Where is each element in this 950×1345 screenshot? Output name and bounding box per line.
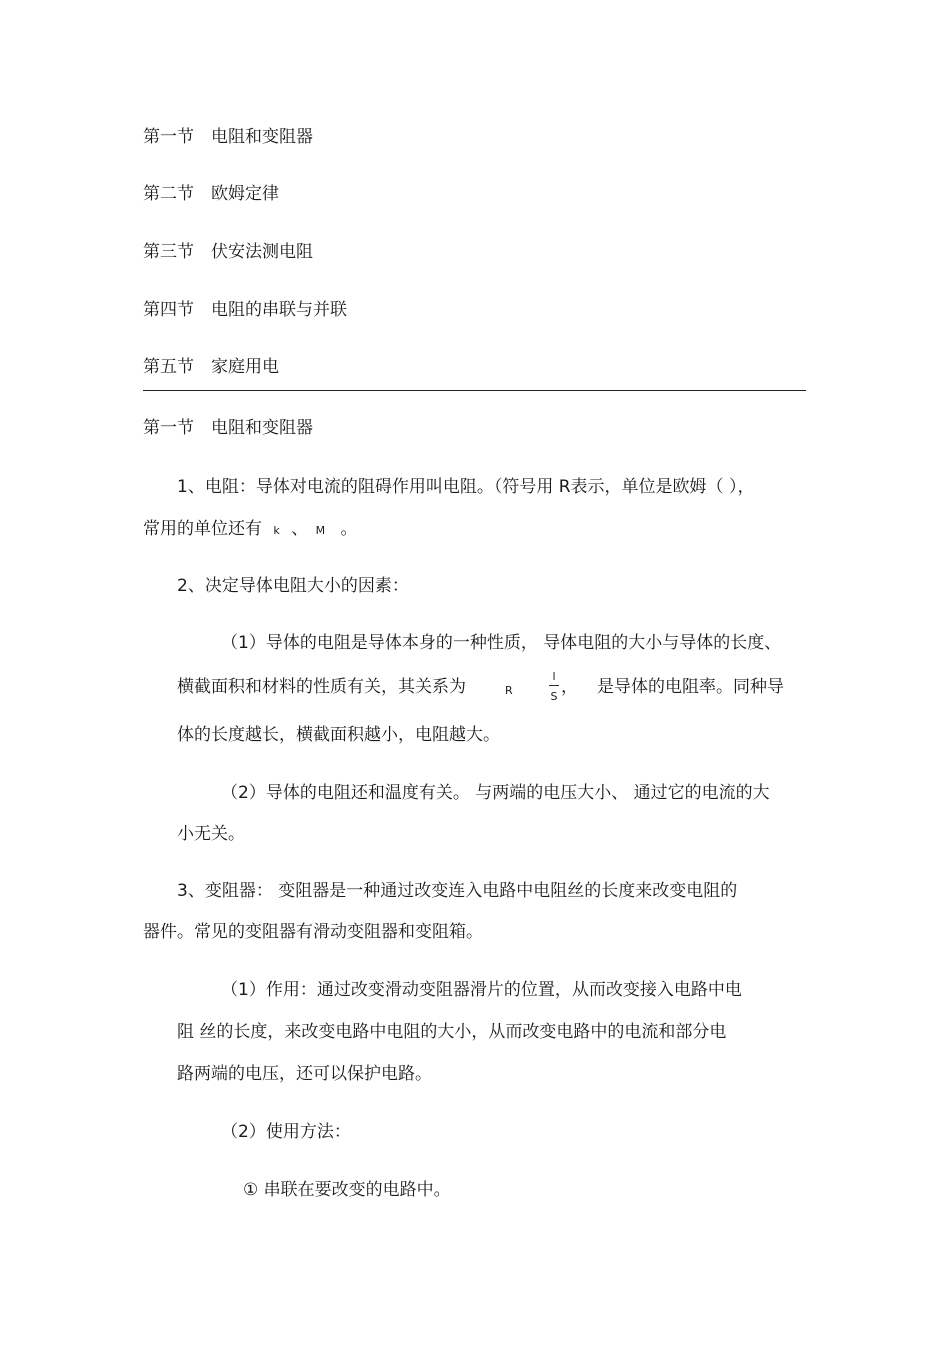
formula-r: R — [505, 684, 513, 697]
formula-comma: ， — [561, 677, 578, 697]
section-title: 电阻和变阻器 — [211, 418, 313, 438]
toc-item-title: 电阻的串联与并联 — [211, 300, 347, 320]
paragraph-factors-heading: 2、决定导体电阻大小的因素： — [177, 576, 409, 596]
toc-item-3 — [143, 241, 313, 263]
toc-item-title: 电阻和变阻器 — [211, 127, 313, 147]
formula-denominator: S — [550, 690, 558, 703]
toc-item-2 — [143, 183, 279, 205]
toc-item-number: 第四节 — [143, 300, 194, 320]
toc-item-5 — [143, 356, 279, 378]
paragraph-factors-1-line-2 — [177, 676, 466, 698]
section-number: 第一节 — [143, 418, 194, 438]
text-run: 横截面积和材料的性质有关，其关系为 — [177, 677, 466, 697]
paragraph-usage-item-1: ① 串联在要改变的电路中。 — [243, 1180, 451, 1200]
paragraph-resistance-line-1 — [177, 476, 754, 498]
section-heading — [143, 417, 313, 439]
paragraph-factors-2-line-1: （2）导体的电阻还和温度有关。 与两端的电压大小、 通过它的电流的大 — [221, 783, 770, 803]
formula-numerator: l — [552, 670, 556, 683]
toc-item-title: 家庭用电 — [211, 357, 279, 377]
paragraph-factors-2-line-2: 小无关。 — [177, 824, 245, 844]
toc-item-title: 欧姆定律 — [211, 184, 279, 204]
horizontal-rule — [143, 390, 806, 391]
toc-item-4 — [143, 299, 347, 321]
paragraph-rheostat-function-line-2: 阻 丝的长度，来改变电路中电阻的大小，从而改变电路中的电流和部分电 — [177, 1022, 727, 1042]
text-run: 表示，单位是欧姆（ ）， — [570, 477, 755, 497]
paragraph-rheostat-line-1: 3、变阻器： 变阻器是一种通过改变连入电路中电阻丝的长度来改变电阻的 — [177, 881, 738, 901]
paragraph-rheostat-function-line-3: 路两端的电压，还可以保护电路。 — [177, 1064, 432, 1084]
text-run: 1、电阻：导体对电流的阻碍作用叫电阻。（符号用 — [177, 477, 554, 497]
toc-item-1 — [143, 126, 313, 148]
paragraph-usage-heading: （2）使用方法： — [221, 1122, 351, 1142]
unit-k: k — [273, 524, 280, 537]
separator: 、 — [291, 519, 309, 539]
paragraph-factors-1-line-2-tail: 是导体的电阻率。同种导 — [597, 677, 784, 697]
unit-m: M — [315, 524, 326, 537]
fraction-bar — [549, 685, 559, 686]
paragraph-rheostat-line-2: 器件。常见的变阻器有滑动变阻器和变阻箱。 — [143, 922, 483, 942]
paragraph-factors-1-line-3: 体的长度越长，横截面积越小，电阻越大。 — [177, 725, 500, 745]
toc-item-number: 第五节 — [143, 357, 194, 377]
toc-item-number: 第三节 — [143, 242, 194, 262]
period: 。 — [340, 519, 358, 539]
toc-item-number: 第一节 — [143, 127, 194, 147]
symbol-r: R — [558, 477, 571, 497]
text-run: 常用的单位还有 — [143, 519, 262, 539]
paragraph-factors-1-line-1: （1）导体的电阻是导体本身的一种性质， 导体电阻的大小与导体的长度、 — [221, 633, 782, 653]
paragraph-resistance-line-2 — [143, 518, 358, 542]
toc-item-number: 第二节 — [143, 184, 194, 204]
toc-item-title: 伏安法测电阻 — [211, 242, 313, 262]
paragraph-rheostat-function-line-1: （1）作用：通过改变滑动变阻器滑片的位置，从而改变接入电路中电 — [221, 980, 742, 1000]
